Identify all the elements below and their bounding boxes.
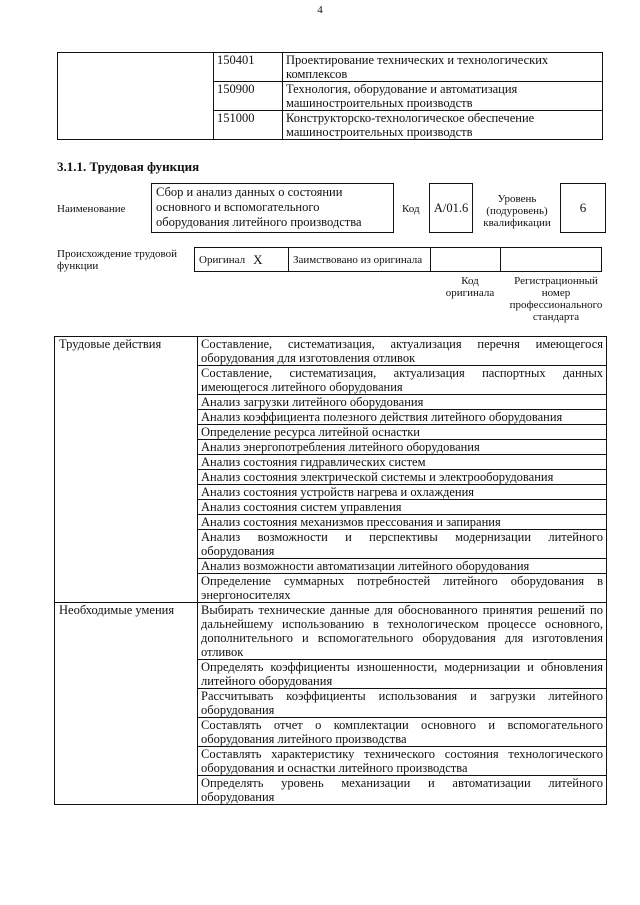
qualification-level-label: Уровень (подуровень) квалификации <box>483 193 551 229</box>
origin-row <box>194 247 602 272</box>
code-label: Код <box>402 203 420 215</box>
skill-item: Определять коэффициенты изношенности, модернизации и обновления литейного оборудования <box>198 660 607 689</box>
action-item: Анализ энергопотребления литейного оборудования <box>198 440 607 455</box>
skill-item: Рассчитывать коэффициенты использования и загрузки литейного оборудования <box>198 689 607 718</box>
action-item: Анализ состояния гидравлических систем <box>198 455 607 470</box>
function-name-box: Сбор и анализ данных о состоянии основного и вспомогательного оборудования литейного производства <box>151 183 394 233</box>
skill-item: Составлять характеристику технического состояния технологического оборудования и оснастки литейного производства <box>198 747 607 776</box>
action-item: Анализ коэффициента полезного действия литейного оборудования <box>198 410 607 425</box>
borrowed-cell: Заимствовано из оригинала <box>289 247 431 272</box>
specialty-name: Проектирование технических и технологических комплексов <box>283 53 603 82</box>
action-item: Составление, систематизация, актуализация паспортных данных имеющегося литейного оборудования <box>198 366 607 395</box>
specialty-code: 151000 <box>214 111 283 140</box>
action-item: Анализ состояния механизмов прессования и запирания <box>198 515 607 530</box>
table-row <box>55 337 607 366</box>
table-row <box>55 603 607 660</box>
original-label: Оригинал <box>199 253 246 266</box>
action-item: Анализ загрузки литейного оборудования <box>198 395 607 410</box>
reg-number-label: Регистрационный номер профессионального стандарта <box>509 275 603 323</box>
code-original-cell <box>431 247 501 272</box>
function-details-table <box>54 336 607 805</box>
blank-cell <box>58 53 214 140</box>
skill-item: Выбирать технические данные для обоснованного принятия решений по дальнейшему использованию в технологическом процессе основного, дополнительного и вспомогательного оборудования для изготовления отливок <box>198 603 607 660</box>
skill-item: Определять уровень механизации и автоматизации литейного оборудования <box>198 776 607 805</box>
specialty-code: 150900 <box>214 82 283 111</box>
function-code-box: A/01.6 <box>429 183 473 233</box>
section-title: 3.1.1. Трудовая функция <box>57 159 200 174</box>
specialty-name: Конструкторско-технологическое обеспечение машиностроительных производств <box>283 111 603 140</box>
reg-number-cell <box>501 247 602 272</box>
code-original-label: Код оригинала <box>445 275 495 299</box>
skills-header: Необходимые умения <box>55 603 198 805</box>
table-row <box>58 53 603 82</box>
action-item: Составление, систематизация, актуализация перечня имеющегося оборудования для изготовления отливок <box>198 337 607 366</box>
specialty-name: Технология, оборудование и автоматизация машиностроительных производств <box>283 82 603 111</box>
action-item: Анализ состояния устройств нагрева и охлаждения <box>198 485 607 500</box>
origin-label: Происхождение трудовой функции <box>57 248 178 272</box>
qualification-level-box: 6 <box>560 183 606 233</box>
specialties-table <box>57 52 603 140</box>
original-cell <box>194 247 289 272</box>
action-item: Анализ состояния систем управления <box>198 500 607 515</box>
specialty-code: 150401 <box>214 53 283 82</box>
action-item: Определение ресурса литейной оснастки <box>198 425 607 440</box>
page-number: 4 <box>317 4 323 16</box>
action-item: Определение суммарных потребностей литейного оборудования в энергоносителях <box>198 574 607 603</box>
action-item: Анализ возможности и перспективы модернизации литейного оборудования <box>198 530 607 559</box>
actions-header: Трудовые действия <box>55 337 198 603</box>
name-label: Наименование <box>57 203 126 215</box>
action-item: Анализ возможности автоматизации литейного оборудования <box>198 559 607 574</box>
skill-item: Составлять отчет о комплектации основного и вспомогательного оборудования литейного производства <box>198 718 607 747</box>
original-mark: X <box>253 251 263 267</box>
action-item: Анализ состояния электрической системы и электрооборудования <box>198 470 607 485</box>
